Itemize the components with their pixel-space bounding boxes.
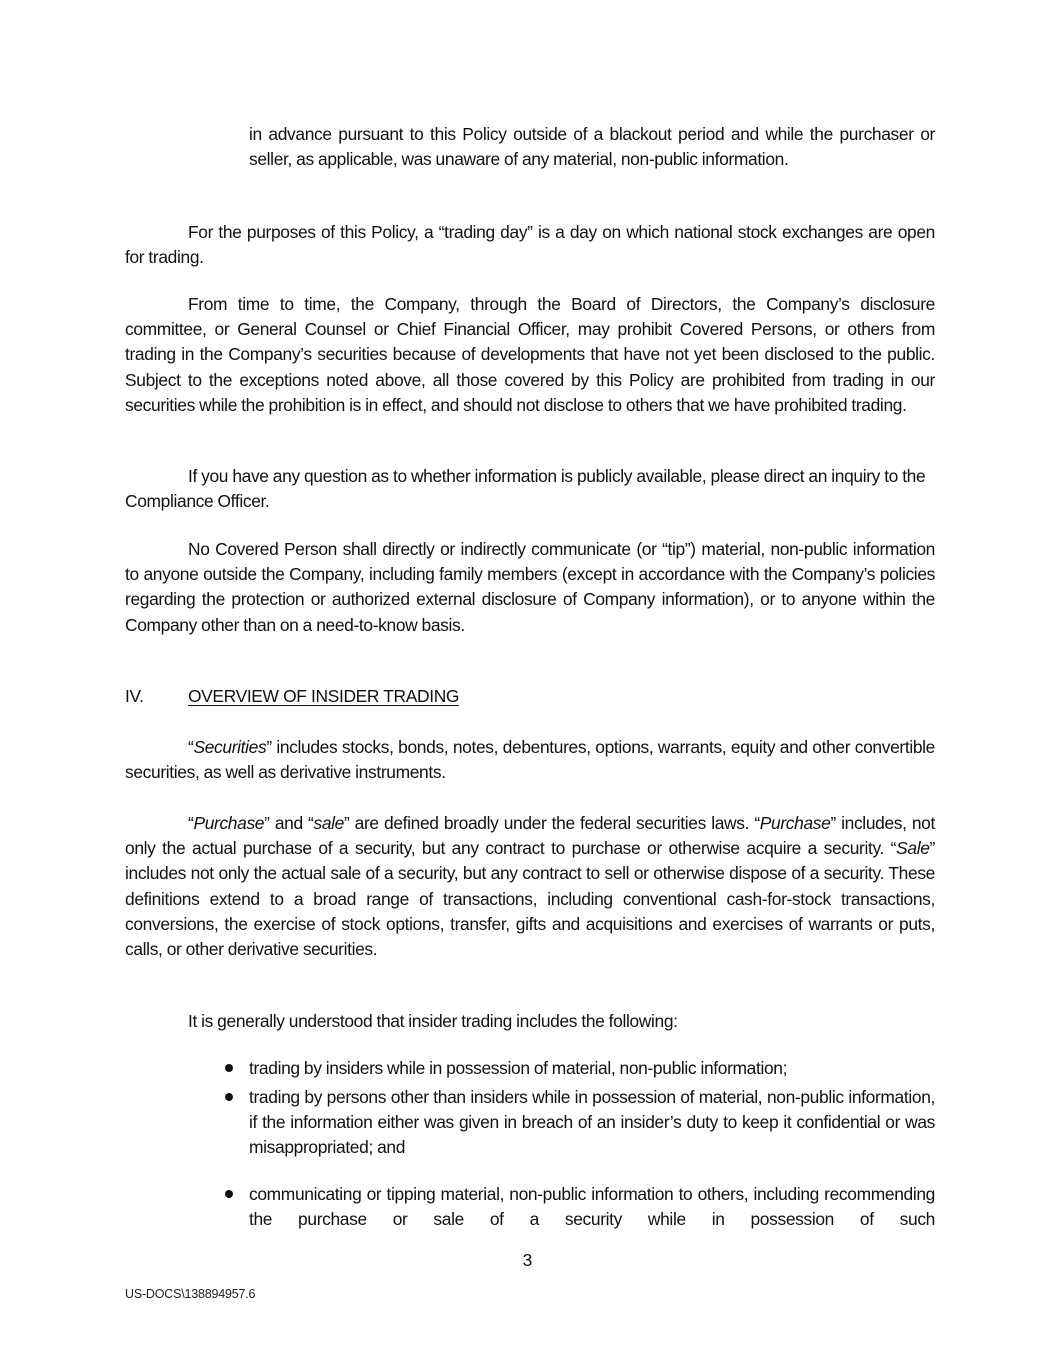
defined-term-securities: Securities — [193, 737, 267, 757]
trading-day-paragraph: For the purposes of this Policy, a “trading day” is a day on which national stock exchanges are open for trading. — [125, 222, 935, 268]
document-id: US-DOCS\138894957.6 — [125, 1287, 256, 1301]
open-quote: “ — [188, 737, 194, 757]
close-quote: ” — [266, 737, 272, 757]
list-item — [222, 1085, 935, 1161]
bullet-icon — [222, 1182, 236, 1207]
bullet-icon — [222, 1085, 236, 1110]
list-item — [222, 1056, 935, 1081]
section-title: OVERVIEW OF INSIDER TRADING — [188, 686, 460, 706]
defined-term-sale: sale — [313, 813, 344, 833]
tipping-paragraph: No Covered Person shall directly or indirectly communicate (or “tip”) material, non-public information to anyone outside the Company, including family members (except in accordance with the Company’s policies regarding the protection or authorized external disclosure of Company information), or to anyone within the Company other than on a need-to-know basis. — [125, 539, 935, 635]
defined-term-purchase: Purchase — [759, 813, 831, 833]
definition-text: ” and “ — [264, 813, 314, 833]
securities-definition-text: includes stocks, bonds, notes, debentures, options, warrants, equity and other convertible securities, as well as derivative instruments. — [125, 737, 935, 783]
securities-definition-paragraph — [125, 735, 935, 785]
definition-text: ” are defined broadly under the federal securities laws. “ — [343, 813, 760, 833]
defined-term-purchase: Purchase — [193, 813, 265, 833]
list-item-text: communicating or tipping material, non-public information to others, including recommending the purchase or sale of a security while in possession of such — [249, 1184, 935, 1230]
page-number: 3 — [522, 1250, 533, 1270]
section-number: IV. — [125, 686, 144, 706]
open-quote: “ — [188, 813, 194, 833]
list-item-text: trading by persons other than insiders while in possession of material, non-public information, if the information either was given in breach of an insider’s duty to keep it confidential or was misappropriated; and — [249, 1087, 935, 1158]
purchase-sale-definition-paragraph — [125, 811, 935, 962]
defined-term-sale: Sale — [896, 838, 930, 859]
definition-text: ” includes not only the actual sale of a security, but any contract to sell or otherwise dispose of a security. These definitions extend to a broad range of transactions, including conventional cash-for-stock transactions, conversions, the exercise of stock options, transfer, gifts and acquisitions and exercises of warrants or puts, calls, or other derivative securities. — [125, 838, 935, 960]
continuation-paragraph: in advance pursuant to this Policy outside of a blackout period and while the purchaser or seller, as applicable, was unaware of any material, non-public information. — [249, 124, 935, 170]
compliance-question-paragraph: If you have any question as to whether information is publicly available, please direct an inquiry to the Compliance Officer. — [125, 466, 926, 512]
bullet-icon — [222, 1056, 236, 1081]
list-item — [222, 1182, 935, 1232]
definition-text: ” includes, not only the actual purchase of a security, but any contract to purchase or otherwise acquire a security. “ — [125, 813, 935, 859]
list-intro: It is generally understood that insider trading includes the following: — [188, 1011, 678, 1031]
list-item-text: trading by insiders while in possession of material, non-public information; — [249, 1058, 788, 1078]
trading-prohibition-paragraph: From time to time, the Company, through the Board of Directors, the Company’s disclosure committee, or General Counsel or Chief Financial Officer, may prohibit Covered Persons, or others from trading in the Company’s securities because of developments that have not yet been disclosed to the public. Subject to the exceptions noted above, all those covered by this Policy are prohibited from trading in our securities while the prohibition is in effect, and should not disclose to others that we have prohibited trading. — [125, 294, 935, 415]
